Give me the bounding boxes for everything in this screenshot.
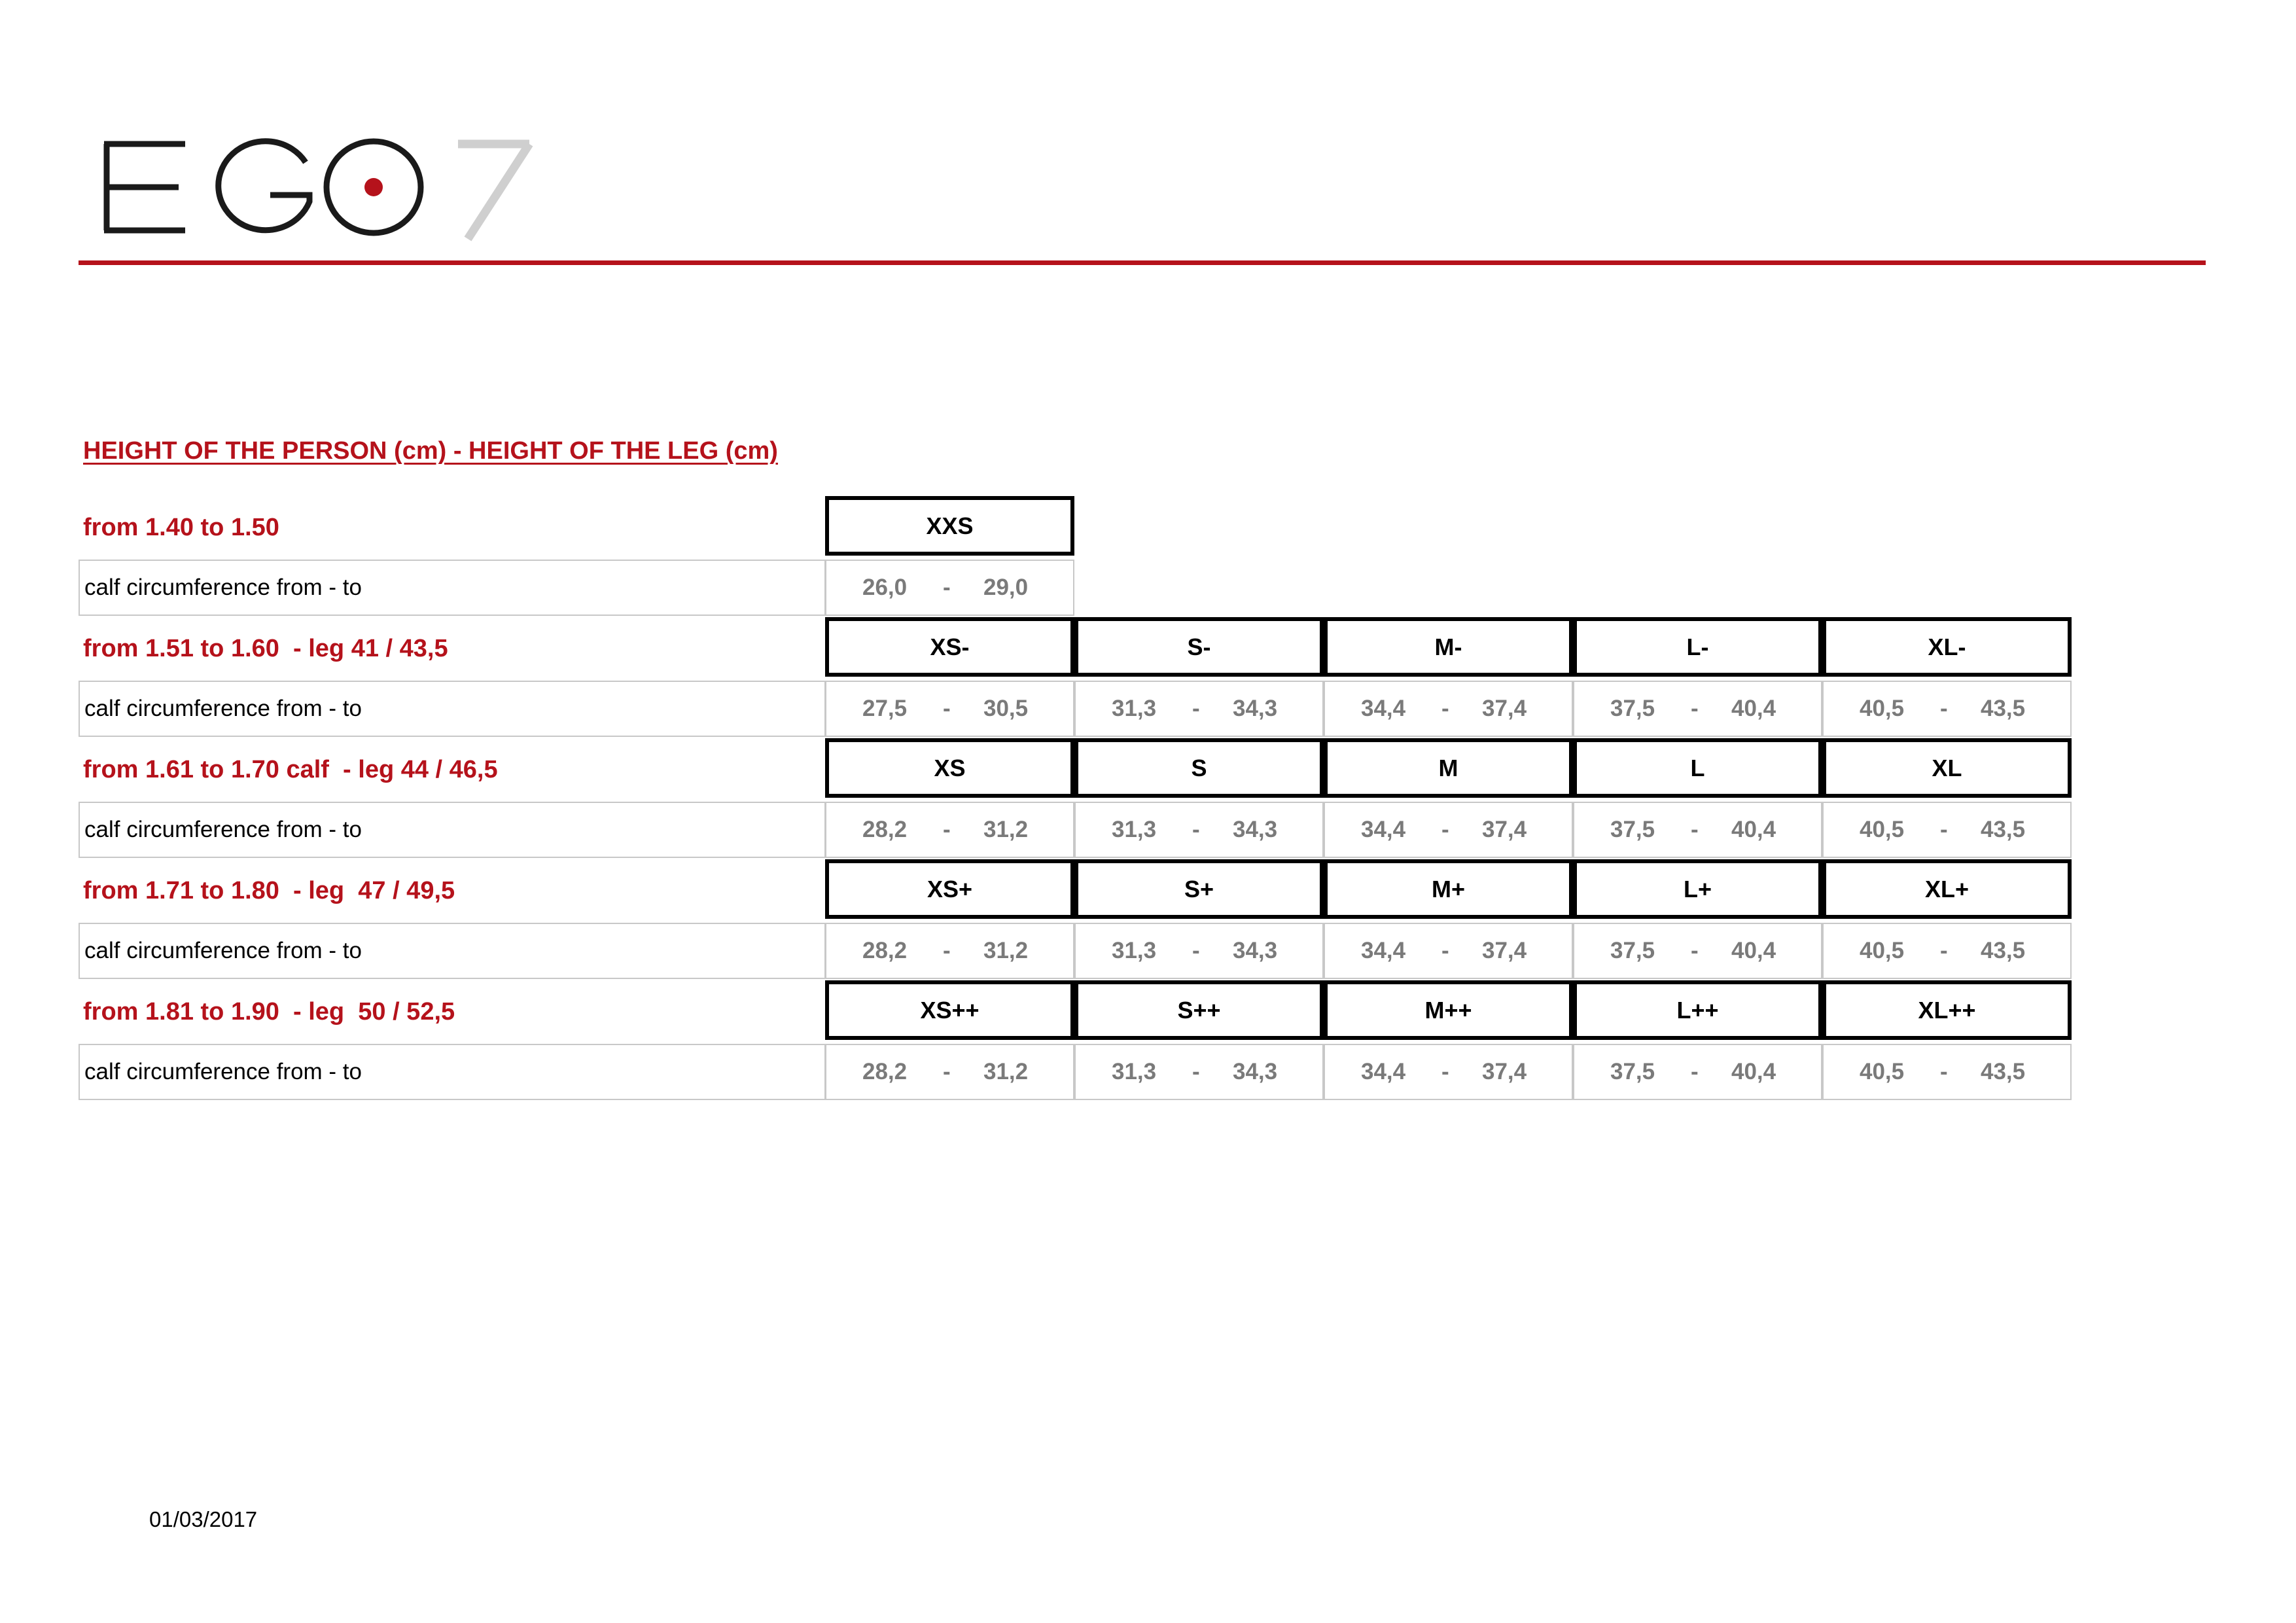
size-cell: XS [825, 738, 1074, 798]
calf-to: 40,4 [1731, 696, 1776, 721]
size-cell: M- [1324, 617, 1573, 677]
calf-from: 37,5 [1610, 1059, 1655, 1084]
calf-from: 34,4 [1361, 938, 1406, 963]
range-dash: - [1940, 1059, 1948, 1084]
size-cell: S- [1074, 617, 1324, 677]
height-range-label: from 1.40 to 1.50 [83, 514, 279, 541]
calf-to: 34,3 [1233, 817, 1278, 842]
range-dash: - [1441, 938, 1449, 963]
size-cell: M+ [1324, 859, 1573, 919]
calf-range-cell [1074, 1044, 1324, 1100]
calf-range-cell [1074, 802, 1324, 858]
calf-from: 31,3 [1112, 696, 1157, 721]
size-cell: XS++ [825, 980, 1074, 1040]
range-dash: - [1940, 696, 1948, 721]
calf-to: 30,5 [983, 696, 1029, 721]
size-cell: M [1324, 738, 1573, 798]
section-title: HEIGHT OF THE PERSON (cm) - HEIGHT OF THE LEG (cm) [83, 437, 778, 465]
calf-range-cell [1324, 802, 1573, 858]
calf-to: 43,5 [1981, 817, 2026, 842]
calf-range-cell [825, 681, 1074, 737]
logo-red-dot [364, 178, 383, 196]
range-dash: - [1192, 1059, 1200, 1084]
range-dash: - [943, 696, 951, 721]
range-dash: - [943, 817, 951, 842]
calf-from: 40,5 [1860, 696, 1905, 721]
header-rule [79, 260, 2206, 265]
height-range-label: from 1.51 to 1.60 - leg 41 / 43,5 [83, 635, 448, 662]
calf-from: 34,4 [1361, 817, 1406, 842]
calf-to: 37,4 [1482, 938, 1527, 963]
calf-to: 31,2 [983, 1059, 1029, 1084]
calf-from: 31,3 [1112, 817, 1157, 842]
size-cell: L [1573, 738, 1822, 798]
calf-from: 26,0 [862, 575, 908, 600]
ego7-logo [101, 131, 546, 245]
calf-from: 40,5 [1860, 938, 1905, 963]
size-cell: S [1074, 738, 1324, 798]
calf-from: 31,3 [1112, 1059, 1157, 1084]
calf-label: calf circumference from - to [79, 1044, 826, 1100]
calf-to: 31,2 [983, 817, 1029, 842]
calf-range-cell [1822, 923, 2072, 979]
size-cell: XL++ [1822, 980, 2072, 1040]
calf-range-cell [1573, 802, 1822, 858]
size-cell: XXS [825, 496, 1074, 556]
range-dash: - [1691, 817, 1699, 842]
calf-to: 37,4 [1482, 696, 1527, 721]
calf-range-cell [1074, 681, 1324, 737]
calf-to: 43,5 [1981, 938, 2026, 963]
calf-from: 37,5 [1610, 817, 1655, 842]
calf-label: calf circumference from - to [79, 802, 826, 858]
calf-range-cell [1573, 923, 1822, 979]
calf-range-cell [1324, 923, 1573, 979]
footer-date: 01/03/2017 [149, 1507, 258, 1531]
calf-from: 40,5 [1860, 1059, 1905, 1084]
size-cell: XS+ [825, 859, 1074, 919]
size-cell: L+ [1573, 859, 1822, 919]
range-dash: - [1192, 938, 1200, 963]
calf-from: 27,5 [862, 696, 908, 721]
logo-letter-g [219, 141, 309, 230]
size-cell: XS- [825, 617, 1074, 677]
height-range-label: from 1.61 to 1.70 calf - leg 44 / 46,5 [83, 756, 498, 783]
height-range-label: from 1.71 to 1.80 - leg 47 / 49,5 [83, 877, 455, 904]
range-dash: - [1940, 817, 1948, 842]
calf-to: 31,2 [983, 938, 1029, 963]
logo-letter-e [104, 144, 185, 230]
range-dash: - [1691, 938, 1699, 963]
range-dash: - [1691, 696, 1699, 721]
calf-from: 28,2 [862, 938, 908, 963]
calf-to: 37,4 [1482, 817, 1527, 842]
calf-range-cell [1324, 1044, 1573, 1100]
range-dash: - [1441, 817, 1449, 842]
calf-from: 28,2 [862, 817, 908, 842]
calf-range-cell [1822, 1044, 2072, 1100]
calf-from: 40,5 [1860, 817, 1905, 842]
calf-to: 40,4 [1731, 817, 1776, 842]
range-dash: - [1192, 696, 1200, 721]
range-dash: - [1691, 1059, 1699, 1084]
size-cell: M++ [1324, 980, 1573, 1040]
size-cell: L- [1573, 617, 1822, 677]
calf-from: 37,5 [1610, 696, 1655, 721]
size-cell: L++ [1573, 980, 1822, 1040]
range-dash: - [1441, 1059, 1449, 1084]
calf-range-cell [825, 923, 1074, 979]
calf-from: 28,2 [862, 1059, 908, 1084]
calf-to: 43,5 [1981, 696, 2026, 721]
calf-range-cell [1573, 681, 1822, 737]
calf-range-cell [1324, 681, 1573, 737]
range-dash: - [943, 938, 951, 963]
size-cell: XL- [1822, 617, 2072, 677]
calf-to: 43,5 [1981, 1059, 2026, 1084]
calf-range-cell [1822, 802, 2072, 858]
size-cell: XL [1822, 738, 2072, 798]
calf-from: 37,5 [1610, 938, 1655, 963]
range-dash: - [943, 575, 951, 600]
size-cell: S+ [1074, 859, 1324, 919]
calf-range-cell [1822, 681, 2072, 737]
calf-from: 34,4 [1361, 696, 1406, 721]
range-dash: - [1192, 817, 1200, 842]
logo-seven [458, 144, 529, 239]
calf-to: 37,4 [1482, 1059, 1527, 1084]
calf-to: 34,3 [1233, 696, 1278, 721]
calf-to: 29,0 [983, 575, 1029, 600]
calf-to: 34,3 [1233, 1059, 1278, 1084]
calf-range-cell [825, 560, 1074, 616]
calf-to: 34,3 [1233, 938, 1278, 963]
calf-from: 31,3 [1112, 938, 1157, 963]
calf-label: calf circumference from - to [79, 923, 826, 979]
range-dash: - [943, 1059, 951, 1084]
calf-to: 40,4 [1731, 938, 1776, 963]
calf-label: calf circumference from - to [79, 560, 826, 616]
calf-range-cell [1074, 923, 1324, 979]
size-cell: S++ [1074, 980, 1324, 1040]
calf-range-cell [1573, 1044, 1822, 1100]
range-dash: - [1441, 696, 1449, 721]
size-cell: XL+ [1822, 859, 2072, 919]
calf-range-cell [825, 802, 1074, 858]
calf-label: calf circumference from - to [79, 681, 826, 737]
calf-range-cell [825, 1044, 1074, 1100]
height-range-label: from 1.81 to 1.90 - leg 50 / 52,5 [83, 998, 455, 1026]
range-dash: - [1940, 938, 1948, 963]
calf-from: 34,4 [1361, 1059, 1406, 1084]
calf-to: 40,4 [1731, 1059, 1776, 1084]
